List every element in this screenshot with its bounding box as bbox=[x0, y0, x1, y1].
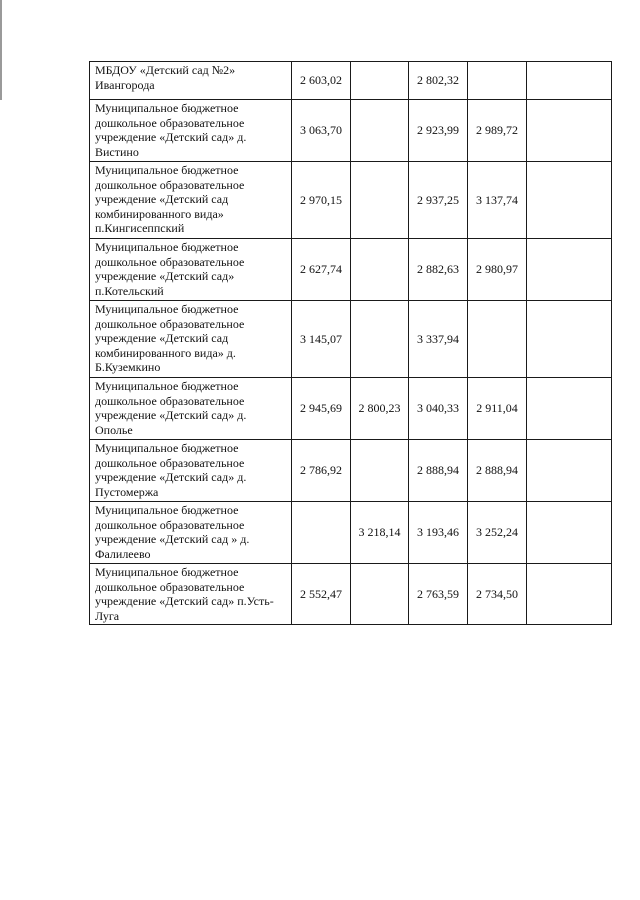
institution-name-cell: Муниципальное бюджетное дошкольное образовательное учреждение «Детский сад» п.Котельский bbox=[90, 239, 292, 301]
value-cell-col3: 2 937,25 bbox=[409, 162, 468, 239]
value-cell-col5 bbox=[527, 564, 612, 625]
institution-name-cell: Муниципальное бюджетное дошкольное образовательное учреждение «Детский сад комбинированного вида» п.Кингисеппский bbox=[90, 162, 292, 239]
value-cell-col3: 3 040,33 bbox=[409, 378, 468, 440]
value-cell-col5 bbox=[527, 440, 612, 502]
value-cell-col3: 2 802,32 bbox=[409, 62, 468, 100]
value-cell-col1: 2 627,74 bbox=[292, 239, 351, 301]
table-row bbox=[90, 440, 612, 502]
value-cell-col3: 2 763,59 bbox=[409, 564, 468, 625]
value-cell-col2: 2 800,23 bbox=[351, 378, 409, 440]
value-cell-col4 bbox=[468, 62, 527, 100]
value-cell-col1: 3 063,70 bbox=[292, 100, 351, 162]
institution-name-cell: Муниципальное бюджетное дошкольное образовательное учреждение «Детский сад комбинированного вида» д. Б.Куземкино bbox=[90, 301, 292, 378]
institution-name-cell: Муниципальное бюджетное дошкольное образовательное учреждение «Детский сад» д. Вистино bbox=[90, 100, 292, 162]
institution-name-cell: Муниципальное бюджетное дошкольное образовательное учреждение «Детский сад» д. Пустомержа bbox=[90, 440, 292, 502]
value-cell-col4 bbox=[468, 301, 527, 378]
value-cell-col2 bbox=[351, 564, 409, 625]
table-row bbox=[90, 564, 612, 625]
kindergarten-cost-table bbox=[89, 61, 612, 625]
value-cell-col5 bbox=[527, 301, 612, 378]
institution-name-cell: Муниципальное бюджетное дошкольное образовательное учреждение «Детский сад» п.Усть-Луга bbox=[90, 564, 292, 625]
value-cell-col5 bbox=[527, 239, 612, 301]
value-cell-col5 bbox=[527, 100, 612, 162]
value-cell-col4: 3 252,24 bbox=[468, 502, 527, 564]
value-cell-col4: 3 137,74 bbox=[468, 162, 527, 239]
institution-name-cell: Муниципальное бюджетное дошкольное образовательное учреждение «Детский сад » д. Фалилеево bbox=[90, 502, 292, 564]
institution-name-cell: МБДОУ «Детский сад №2» Ивангорода bbox=[90, 62, 292, 100]
value-cell-col5 bbox=[527, 502, 612, 564]
value-cell-col3: 2 882,63 bbox=[409, 239, 468, 301]
value-cell-col5 bbox=[527, 62, 612, 100]
value-cell-col2 bbox=[351, 301, 409, 378]
table-row bbox=[90, 100, 612, 162]
value-cell-col1: 3 145,07 bbox=[292, 301, 351, 378]
value-cell-col4: 2 989,72 bbox=[468, 100, 527, 162]
value-cell-col1: 2 970,15 bbox=[292, 162, 351, 239]
value-cell-col1: 2 603,02 bbox=[292, 62, 351, 100]
table-row bbox=[90, 378, 612, 440]
scan-page-edge bbox=[0, 0, 2, 100]
value-cell-col1: 2 786,92 bbox=[292, 440, 351, 502]
value-cell-col2 bbox=[351, 239, 409, 301]
value-cell-col3: 2 888,94 bbox=[409, 440, 468, 502]
table-row bbox=[90, 162, 612, 239]
value-cell-col4: 2 911,04 bbox=[468, 378, 527, 440]
value-cell-col5 bbox=[527, 378, 612, 440]
value-cell-col4: 2 734,50 bbox=[468, 564, 527, 625]
value-cell-col3: 2 923,99 bbox=[409, 100, 468, 162]
table-row bbox=[90, 62, 612, 100]
value-cell-col1: 2 552,47 bbox=[292, 564, 351, 625]
value-cell-col3: 3 337,94 bbox=[409, 301, 468, 378]
table-row bbox=[90, 502, 612, 564]
institution-name-cell: Муниципальное бюджетное дошкольное образовательное учреждение «Детский сад» д. Ополье bbox=[90, 378, 292, 440]
value-cell-col4: 2 888,94 bbox=[468, 440, 527, 502]
value-cell-col3: 3 193,46 bbox=[409, 502, 468, 564]
value-cell-col1: 2 945,69 bbox=[292, 378, 351, 440]
table-row bbox=[90, 239, 612, 301]
value-cell-col2 bbox=[351, 62, 409, 100]
value-cell-col2: 3 218,14 bbox=[351, 502, 409, 564]
table-row bbox=[90, 301, 612, 378]
value-cell-col5 bbox=[527, 162, 612, 239]
value-cell-col1 bbox=[292, 502, 351, 564]
value-cell-col4: 2 980,97 bbox=[468, 239, 527, 301]
value-cell-col2 bbox=[351, 440, 409, 502]
value-cell-col2 bbox=[351, 100, 409, 162]
value-cell-col2 bbox=[351, 162, 409, 239]
